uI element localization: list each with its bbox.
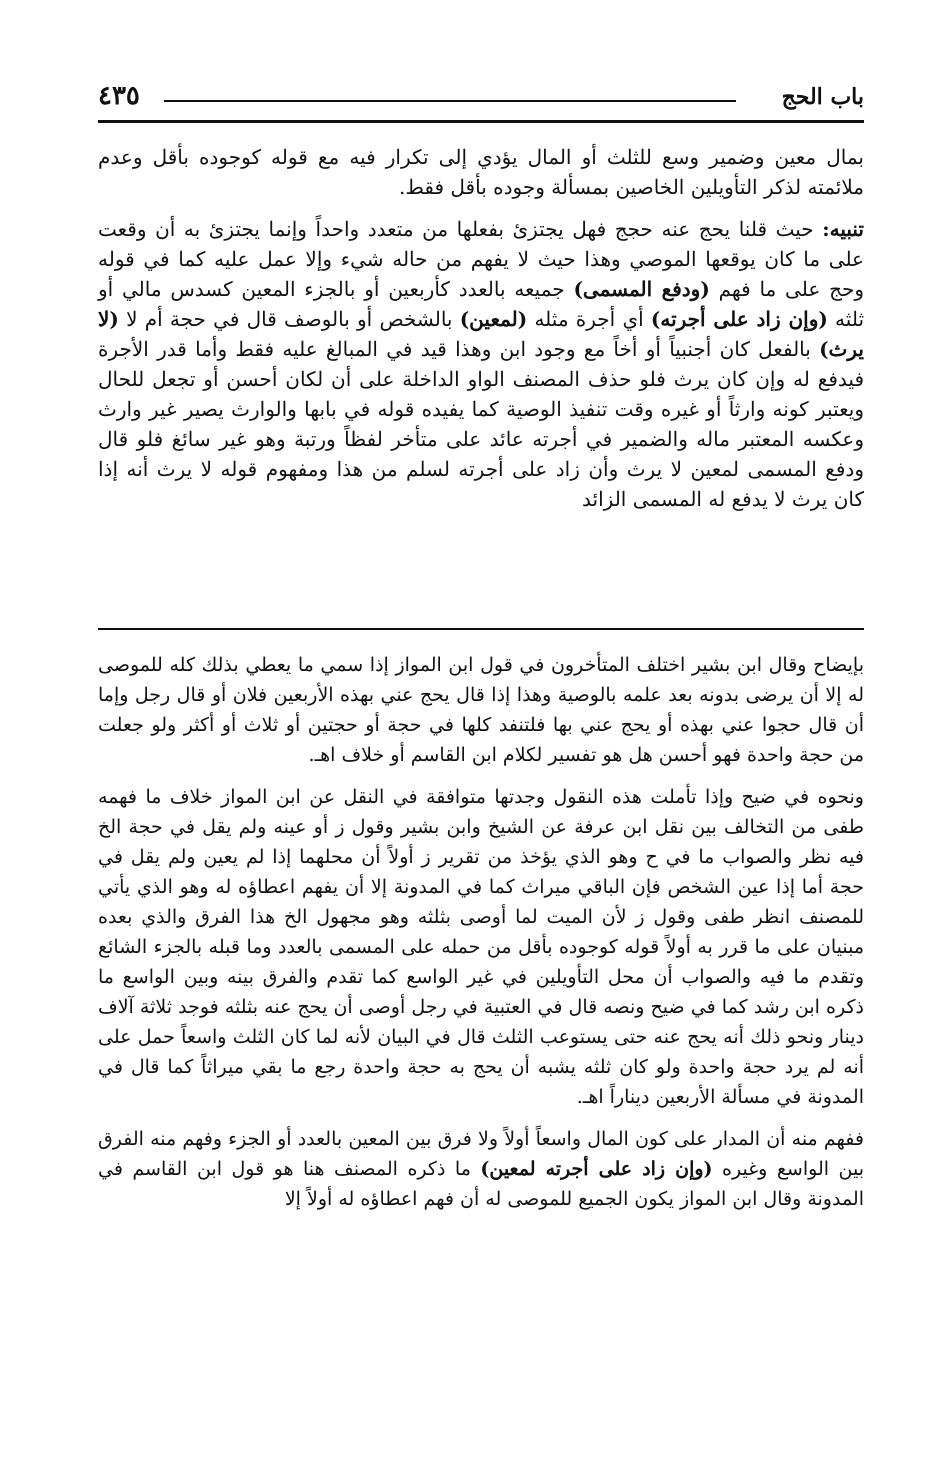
footnote-divider (98, 628, 864, 630)
footnote-text (98, 650, 864, 1226)
text-run: ففهم منه أن المدار على كون المال واسعاً أولاً ولا فرق بين المعين بالعدد أو الجزء وفهم منه الفرق بين الواسع وغيره (98, 1128, 864, 1180)
footnote-paragraph: بإيضاح وقال ابن بشير اختلف المتأخرون في قول ابن المواز إذا سمي ما يعطي بذلك كله للموصى له إلا أن يرضى بدونه بعد علمه بالوصية وهذا إذا قال يحج عني بهذه الأربعين فلان أو قال رجل وإما أن قال حجوا عني بهذه أو يحج عني بها فلتنفد كلها في حجة أو حجتين أو ثلاث أو أكثر ولو جعلت من حجة واحدة فهو أحسن هل هو تفسير لكلام ابن القاسم أو خلاف اهـ. (98, 654, 864, 766)
text-run: حيث قلنا يحج عنه حجج فهل يجتزئ بفعلها من متعدد واحداً وإنما يجتزئ به أن وقعت على ما كان يوقعها الموصي وهذا حيث لا يفهم من حاله شيء وإلا عمل عليه كما في قوله وحج على ما فهم (98, 217, 864, 301)
header-rule (164, 100, 736, 102)
text-run: بالشخص أو بالوصف قال في حجة أم لا (118, 307, 460, 331)
matn-quote: (وإن زاد على أجرته لمعين) (480, 1158, 713, 1180)
footnote-paragraph: ونحوه في ضيح وإذا تأملت هذه النقول وجدتها متوافقة في النقل عن ابن المواز خلاف ما فهمه طفى من التخالف بين نقل ابن عرفة عن الشيخ وابن بشير وقول ز أو عينه ولم يقل في حجة الخ فيه نظر والصواب ما في ح وهو الذي يؤخذ من تقرير ز أولاً أن محلهما إذا لم يعين ولم يقل في حجة أما إذا عين الشخص فإن الباقي ميراث كما في المدونة إلا أن يفهم اعطاؤه له وهو الذي يأتي للمصنف انظر طفى وقول ز لأن الميت لما أوصى بثلثه وهو مجهول الخ هذا الفرق والذي بعده مبنيان على ما قرر به أولاً قوله كوجوده بأقل من حمله على المسمى بالعدد وما قبله بالجزء الشائع وتقدم ما فيه والصواب أن محل التأويلين في غير الواسع كما تقدم والفرق بينه وبين الواسع ما ذكره ابن رشد كما في ضيح ونصه قال في العتبية في رجل أوصى أن يحج عنه بثلثه فوجد ثلاثة آلاف دينار ونحو ذلك أنه يحج عنه حتى يستوعب الثلث قال في البيان لأنه لما كان الثلث واسعاً حمل على أنه لم يرد حجة واحدة ولو كان ثلثه يشبه أن يحج به حجة واحدة رجع ما بقي ميراثاً كما قال في المدونة في مسألة الأربعين ديناراً اهـ. (98, 786, 865, 1108)
note-label: تنبيه: (822, 217, 864, 241)
matn-quote: (وإن زاد على أجرته) (650, 307, 828, 331)
footnote-paragraph (98, 1124, 864, 1214)
main-text (98, 142, 864, 514)
matn-quote: (ودفع المسمى) (573, 277, 710, 301)
main-paragraph (98, 214, 864, 514)
header-divider (98, 120, 864, 123)
chapter-title: باب الحج (781, 84, 864, 110)
text-run: ما ذكره المصنف هنا هو قول ابن القاسم في المدونة وقال ابن المواز يكون الجميع للموصى له أن فهم اعطاؤه له أولاً إلا (98, 1158, 864, 1210)
page-number: ٤٣٥ (98, 81, 140, 111)
main-paragraph: بمال معين وضمير وسع للثلث أو المال يؤدي إلى تكرار فيه مع قوله كوجوده بأقل وعدم ملائمته لذكر التأويلين الخاصين بمسألة وجوده بأقل فقط. (98, 145, 864, 199)
text-run: بالفعل كان أجنبياً أو أخاً مع وجود ابن وهذا قيد في المبالغ عليه فقط وأما قدر الأجرة فيدفع له وإن كان يرث فلو حذف المصنف الواو الداخلة على أن لكان أحسن أو تجعل للحال ويعتبر كونه وارثاً أو غيره وقت تنفيذ الوصية كما يفيده قوله في بابها والوارث يصير غير وارث وعكسه المعتبر ماله والضمير في أجرته عائد على متأخر لفظاً ورتبة وهو غير سائغ فلو قال ودفع المسمى لمعين لا يرث وأن زاد على أجرته لسلم من هذا ومفهوم قوله لا يرث أنه إذا كان يرث لا يدفع له المسمى الزائد (98, 337, 864, 511)
text-run: جميعه بالعدد كأربعين أو بالجزء المعين كسدس مالي أو ثلثه (98, 277, 865, 331)
matn-quote: (لا يرث) (98, 307, 864, 361)
text-run: أي أجرة مثله (527, 307, 651, 331)
page-header (98, 78, 864, 118)
matn-quote: (لمعين) (459, 307, 528, 331)
